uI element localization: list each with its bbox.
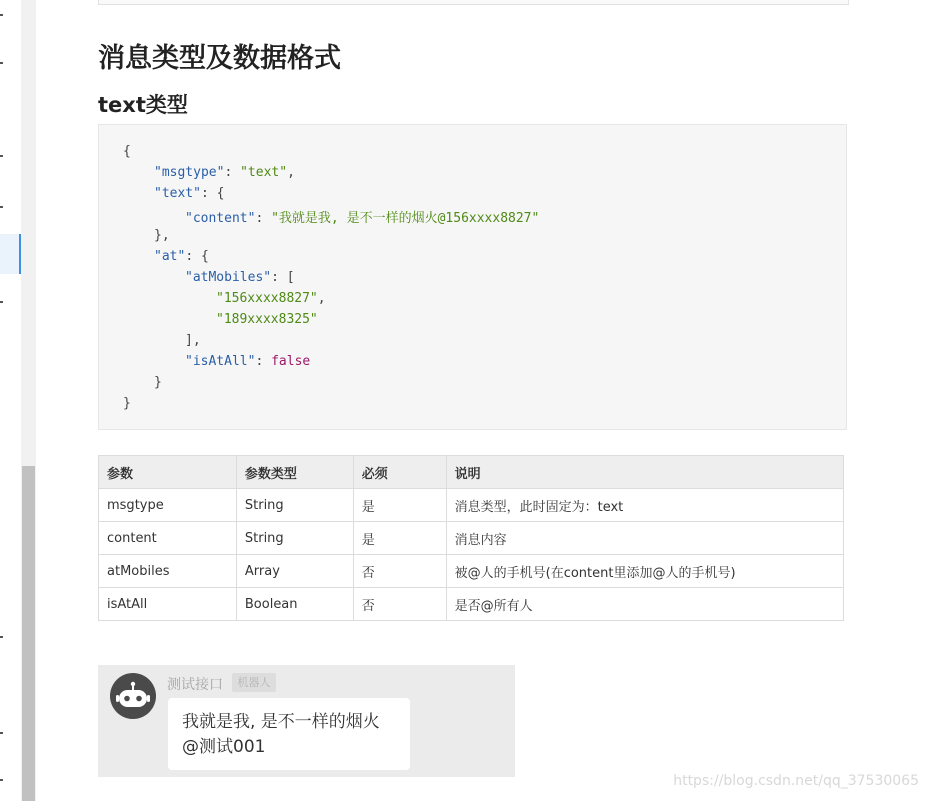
table-row [99, 588, 844, 621]
sidebar-item-marker[interactable] [0, 14, 3, 16]
json-string: "我就是我, 是不一样的烟火@156xxxx8827" [271, 211, 540, 226]
table-cell: msgtype [99, 489, 237, 522]
json-key: "content" [185, 211, 256, 226]
json-string: "156xxxx8827" [216, 291, 318, 306]
table-cell: 是 [353, 522, 446, 555]
json-string: "text" [240, 165, 288, 180]
code-line: "content": "我就是我, 是不一样的烟火@156xxxx8827" [185, 211, 540, 226]
parameter-table [98, 455, 844, 621]
code-line: } [123, 396, 131, 411]
sender-name: 测试接口 [167, 677, 223, 693]
robot-icon [110, 673, 156, 719]
table-cell: 消息内容 [446, 522, 843, 555]
sidebar-item-marker[interactable] [0, 62, 3, 64]
table-cell: atMobiles [99, 555, 237, 588]
table-cell: String [236, 522, 353, 555]
subsection-title: text类型 [98, 93, 188, 117]
message-text: 我就是我, 是不一样的烟火 [182, 712, 380, 732]
table-cell: Boolean [236, 588, 353, 621]
sidebar-item-marker[interactable] [0, 732, 3, 734]
code-line: "msgtype": "text", [154, 165, 295, 180]
scrollbar-thumb[interactable] [22, 466, 35, 801]
code-line: "isAtAll": false [185, 354, 311, 369]
table-cell: 被@人的手机号(在content里添加@人的手机号) [446, 555, 843, 588]
code-line: }, [154, 228, 170, 243]
table-cell: 否 [353, 555, 446, 588]
json-key: "msgtype" [154, 165, 225, 180]
code-line: ], [185, 333, 201, 348]
previous-code-block [98, 0, 849, 5]
json-key: "atMobiles" [185, 270, 272, 285]
table-cell: 否 [353, 588, 446, 621]
watermark: https://blog.csdn.net/qq_37530065 [673, 773, 919, 789]
sidebar-item-marker[interactable] [0, 301, 3, 303]
sidebar-item-marker[interactable] [0, 206, 3, 208]
message-mention: @测试001 [182, 737, 266, 757]
table-header-cell: 说明 [446, 456, 843, 489]
table-header-row [99, 456, 844, 489]
json-key: "text" [154, 186, 201, 201]
table-cell: 是否@所有人 [446, 588, 843, 621]
table-cell: 消息类型，此时固定为：text [446, 489, 843, 522]
code-line: } [154, 375, 162, 390]
json-string: "189xxxx8325" [216, 312, 318, 327]
table-cell: String [236, 489, 353, 522]
sidebar [0, 0, 21, 801]
sidebar-item-marker[interactable] [0, 779, 3, 781]
code-line: "at": { [154, 249, 209, 264]
code-line: "text": { [154, 186, 225, 201]
chat-preview-image [98, 665, 515, 777]
json-boolean: false [271, 354, 311, 369]
code-line: "156xxxx8827", [216, 291, 326, 306]
table-header-cell: 参数 [99, 456, 237, 489]
table-cell: Array [236, 555, 353, 588]
robot-badge: 机器人 [232, 673, 276, 692]
table-header-cell: 必须 [353, 456, 446, 489]
sidebar-item-marker[interactable] [0, 636, 3, 638]
json-key: "at" [154, 249, 186, 264]
table-row [99, 555, 844, 588]
code-line: "atMobiles": [ [185, 270, 295, 285]
table-row [99, 489, 844, 522]
table-cell: 是 [353, 489, 446, 522]
code-line [216, 312, 318, 327]
sidebar-item-marker[interactable] [0, 155, 3, 157]
table-row [99, 522, 844, 555]
section-title: 消息类型及数据格式 [98, 43, 341, 74]
table-header-cell: 参数类型 [236, 456, 353, 489]
code-line: { [123, 144, 131, 159]
table-cell: isAtAll [99, 588, 237, 621]
sidebar-item-active[interactable] [0, 234, 21, 274]
message-bubble [168, 698, 410, 770]
table-cell: content [99, 522, 237, 555]
json-key: "isAtAll" [185, 354, 256, 369]
code-block [98, 124, 847, 430]
